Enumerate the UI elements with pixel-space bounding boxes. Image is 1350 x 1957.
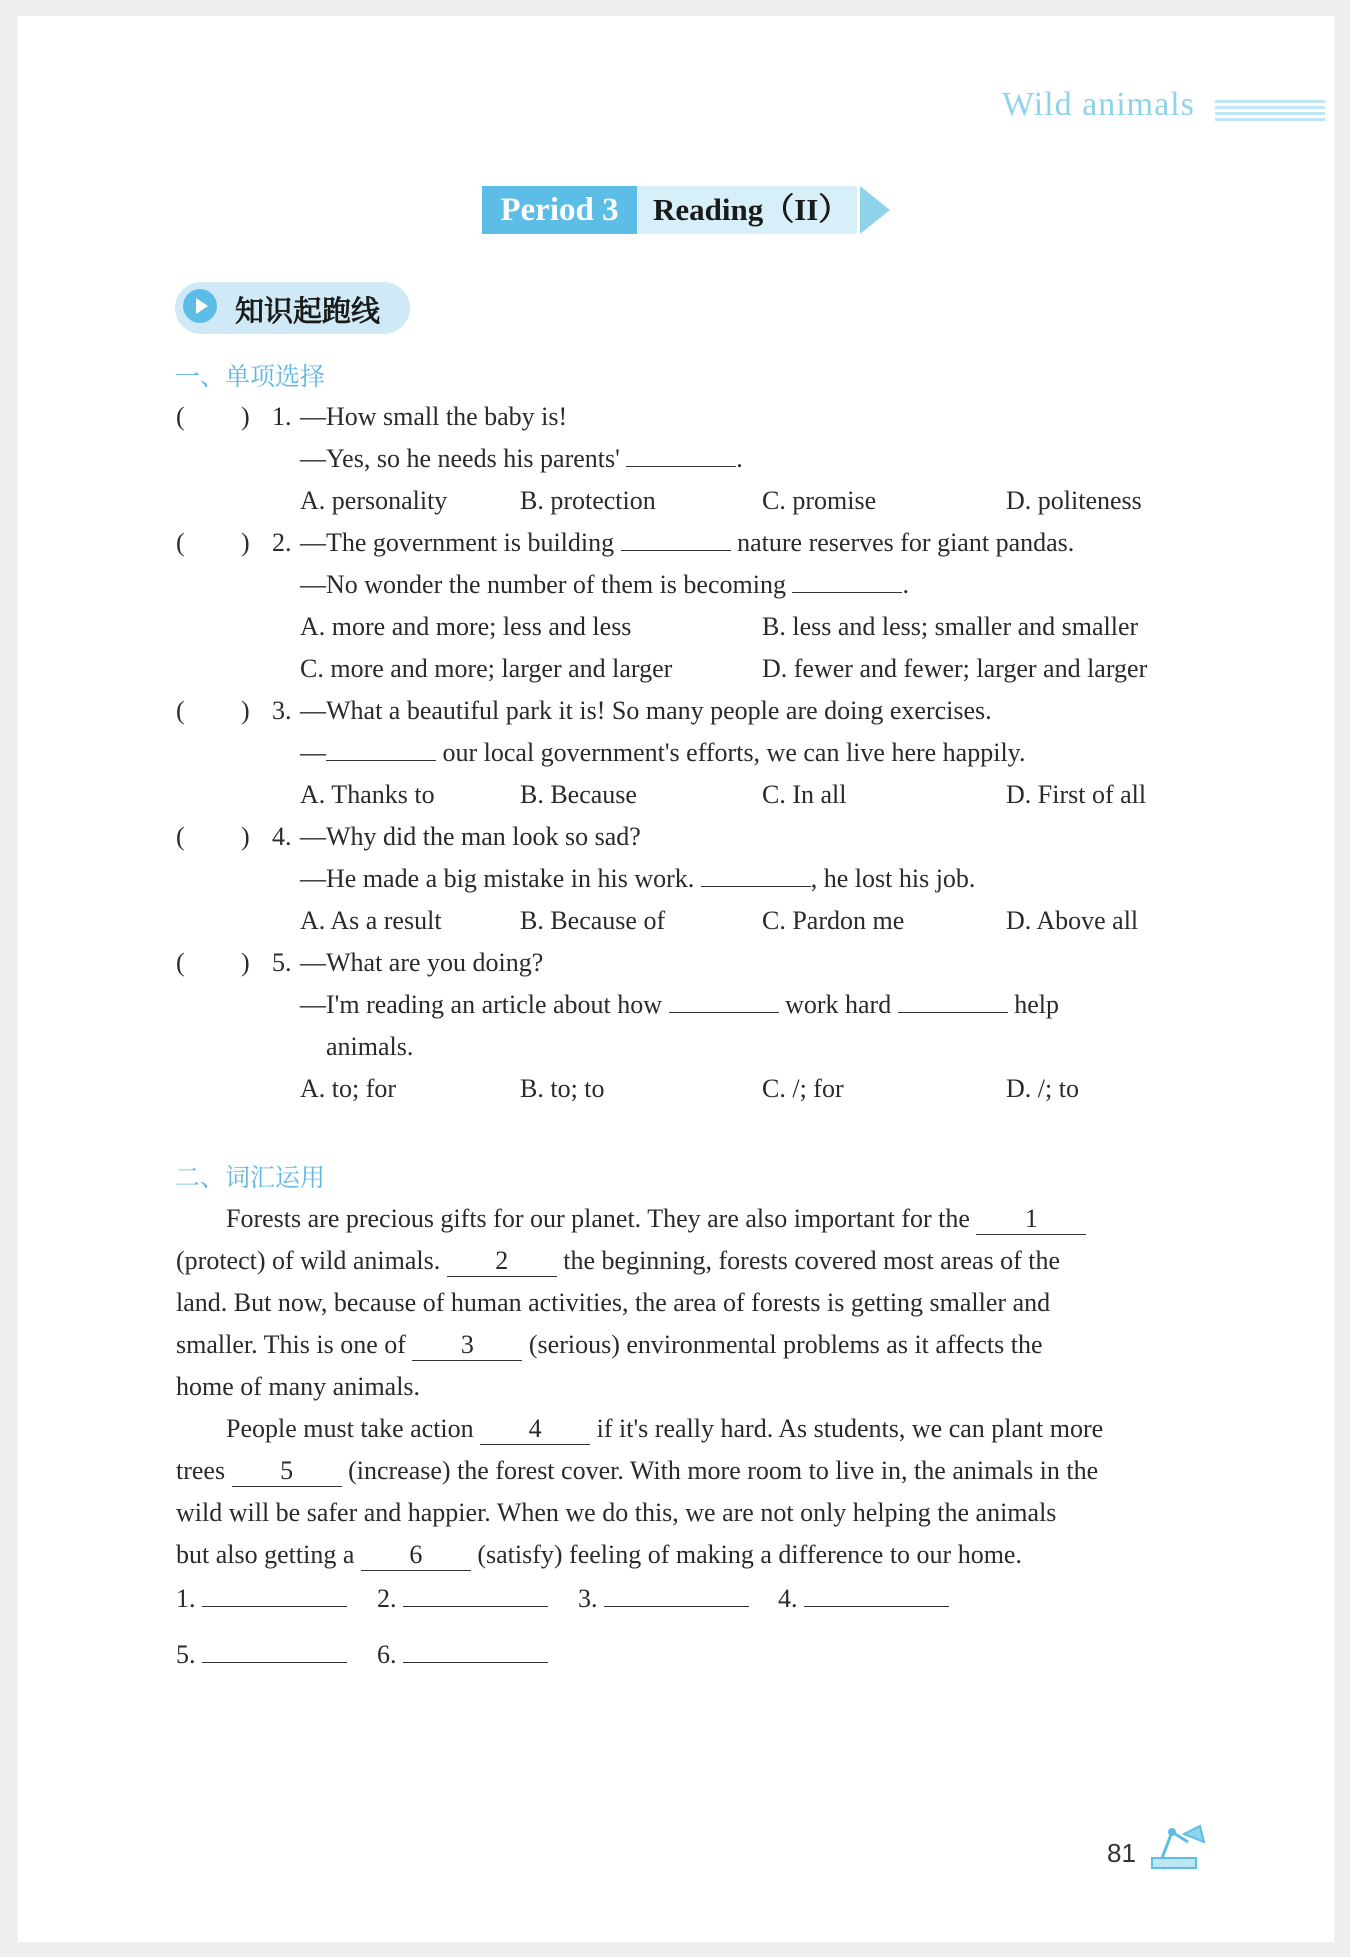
q3-line1: —What a beautiful park it is! So many people are doing exercises. [300,696,992,725]
q4-number: 4. [272,822,292,851]
answer-bracket-close: ) [241,822,250,851]
passage-line: (protect) of wild animals. 2 the beginning, forests covered most areas of the [176,1246,1060,1275]
q5-option-a: A. to; for [300,1074,397,1103]
header-decoration [1215,100,1325,122]
arrow-icon [860,186,890,234]
passage-line: smaller. This is one of 3 (serious) environmental problems as it affects the [176,1330,1043,1359]
answer-1: 1. [176,1584,347,1614]
answer-3: 3. [578,1584,749,1614]
passage-line: land. But now, because of human activities, the area of forests is getting smaller and [176,1288,1051,1317]
answer-input[interactable] [403,1606,548,1607]
q3-option-d: D. First of all [1006,780,1147,809]
q1-line2: —Yes, so he needs his parents' . [300,444,743,473]
q1-line1: —How small the baby is! [300,402,568,431]
blank[interactable] [621,550,731,551]
q3-number: 3. [272,696,292,725]
passage-line: Forests are precious gifts for our planet. They are also important for the 1 [226,1204,1086,1235]
answer-6: 6. [377,1640,548,1670]
q5-line2: —I'm reading an article about how work hard help [300,990,1059,1019]
q4-option-d: D. Above all [1006,906,1139,935]
blank[interactable] [898,1012,1008,1013]
blank[interactable] [792,592,902,593]
answer-2: 2. [377,1584,548,1614]
q4-line2: —He made a big mistake in his work. , he lost his job. [300,864,976,893]
q5-option-b: B. to; to [520,1074,605,1103]
q1-option-b: B. protection [520,486,656,515]
desk-lamp-icon [1148,1812,1208,1872]
period-subtitle: Reading（II） [637,186,857,234]
q1-option-d: D. politeness [1006,486,1142,515]
answer-bracket-close: ) [241,696,250,725]
q1-number: 1. [272,402,292,431]
answer-bracket-open: ( [176,528,185,557]
answer-input[interactable] [804,1606,949,1607]
q4-line1: —Why did the man look so sad? [300,822,641,851]
q2-option-d: D. fewer and fewer; larger and larger [762,654,1148,683]
q2-number: 2. [272,528,292,557]
q3-option-b: B. Because [520,780,637,809]
numbered-blank[interactable]: 5 [232,1456,342,1487]
answer-bracket-open: ( [176,822,185,851]
blank[interactable] [326,760,436,761]
q2-option-a: A. more and more; less and less [300,612,632,641]
passage-line: but also getting a 6 (satisfy) feeling of making a difference to our home. [176,1540,1022,1569]
period-label: Period 3 [482,186,637,234]
numbered-blank[interactable]: 1 [976,1204,1086,1235]
section2-heading: 二、词汇运用 [175,1163,326,1192]
q5-line3: animals. [326,1032,414,1061]
numbered-blank[interactable]: 3 [412,1330,522,1361]
page-number: 81 [1107,1838,1136,1868]
answer-bracket-open: ( [176,402,185,431]
q5-option-c: C. /; for [762,1074,844,1103]
passage-line: People must take action 4 if it's really hard. As students, we can plant more [226,1414,1104,1443]
q2-option-b: B. less and less; smaller and smaller [762,612,1139,641]
numbered-blank[interactable]: 6 [361,1540,471,1571]
answer-bracket-close: ) [241,528,250,557]
answer-input[interactable] [202,1662,347,1663]
chapter-title: Wild animals [1002,86,1195,123]
banner-label: 知识起跑线 [235,294,381,328]
q4-option-a: A. As a result [300,906,442,935]
q4-option-b: B. Because of [520,906,666,935]
answer-bracket-close: ) [241,402,250,431]
q5-number: 5. [272,948,292,977]
answer-bracket-open: ( [176,696,185,725]
passage-line: trees 5 (increase) the forest cover. With more room to live in, the animals in the [176,1456,1099,1485]
passage-line: wild will be safer and happier. When we do this, we are not only helping the animals [176,1498,1057,1527]
q2-line2: —No wonder the number of them is becoming . [300,570,909,599]
blank[interactable] [626,466,736,467]
answer-bracket-open: ( [176,948,185,977]
q3-option-c: C. In all [762,780,847,809]
q2-line1: —The government is building nature reserves for giant pandas. [300,528,1075,557]
q5-option-d: D. /; to [1006,1074,1079,1103]
answer-4: 4. [778,1584,949,1614]
numbered-blank[interactable]: 4 [480,1414,590,1445]
answer-input[interactable] [403,1662,548,1663]
q3-line2: — our local government's efforts, we can live here happily. [300,738,1026,767]
blank[interactable] [701,886,811,887]
play-icon [183,289,217,323]
answer-5: 5. [176,1640,347,1670]
q1-option-c: C. promise [762,486,877,515]
q2-option-c: C. more and more; larger and larger [300,654,673,683]
blank[interactable] [669,1012,779,1013]
answer-input[interactable] [604,1606,749,1607]
numbered-blank[interactable]: 2 [447,1246,557,1277]
passage-line: home of many animals. [176,1372,421,1401]
answer-input[interactable] [202,1606,347,1607]
q3-option-a: A. Thanks to [300,780,435,809]
q5-line1: —What are you doing? [300,948,544,977]
answer-bracket-close: ) [241,948,250,977]
q4-option-c: C. Pardon me [762,906,905,935]
q1-option-a: A. personality [300,486,448,515]
section1-heading: 一、单项选择 [175,362,326,391]
